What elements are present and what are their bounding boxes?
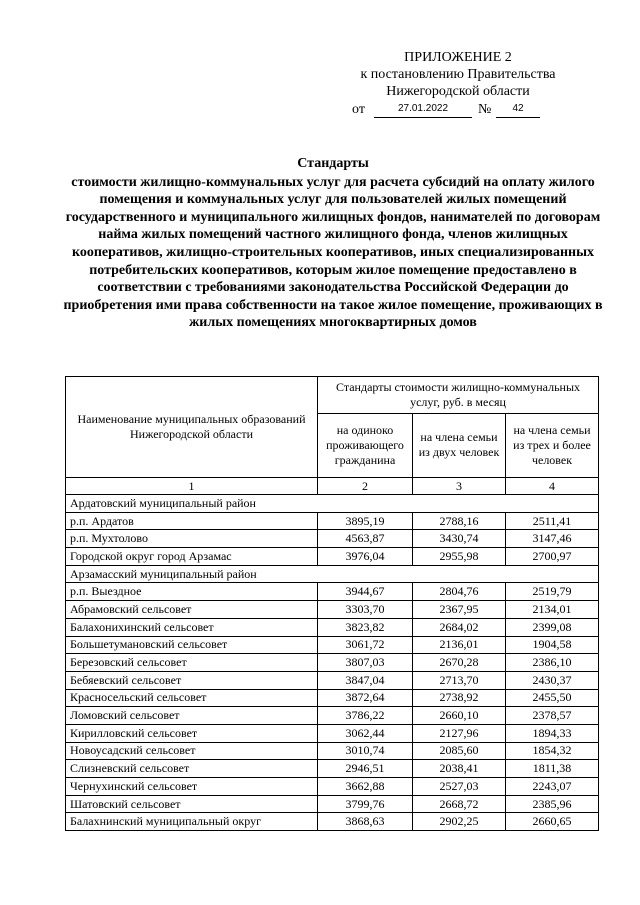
three-plus-family-header: на члена семьи из трех и более человек (506, 413, 599, 477)
two-person-value: 2788,16 (413, 512, 506, 530)
section-row (66, 495, 599, 513)
three-plus-value: 2134,01 (506, 601, 599, 619)
table-row (66, 548, 599, 566)
single-person-value: 3823,82 (318, 618, 413, 636)
municipality-name: Березовский сельсовет (66, 654, 318, 672)
single-person-value: 3799,76 (318, 795, 413, 813)
municipality-name: Слизневский сельсовет (66, 760, 318, 778)
three-plus-value: 2660,65 (506, 813, 599, 831)
decree-number: 42 (496, 103, 540, 118)
three-plus-value: 1904,58 (506, 636, 599, 654)
two-person-value: 2684,02 (413, 618, 506, 636)
two-person-value: 2127,96 (413, 724, 506, 742)
two-person-value: 2670,28 (413, 654, 506, 672)
two-person-value: 2738,92 (413, 689, 506, 707)
municipality-name: Балахонихинский сельсовет (66, 618, 318, 636)
single-person-value: 3062,44 (318, 724, 413, 742)
municipality-name: р.п. Мухтолово (66, 530, 318, 548)
single-person-value: 2946,51 (318, 760, 413, 778)
single-person-value: 3944,67 (318, 583, 413, 601)
municipality-name: Большетумановский сельсовет (66, 636, 318, 654)
table-row (66, 689, 599, 707)
standards-group-header: Стандарты стоимости жилищно-коммунальных услуг, руб. в месяц (318, 377, 599, 414)
single-person-value: 3807,03 (318, 654, 413, 672)
column-index: 4 (506, 478, 599, 495)
column-index-row (66, 478, 599, 495)
two-person-value: 2527,03 (413, 778, 506, 796)
three-plus-value: 2519,79 (506, 583, 599, 601)
document-title (60, 155, 606, 332)
table-row (66, 583, 599, 601)
single-person-value: 3786,22 (318, 707, 413, 725)
municipality-name: Городской округ город Арзамас (66, 548, 318, 566)
three-plus-value: 2700,97 (506, 548, 599, 566)
table-body (66, 495, 599, 831)
two-person-value: 2804,76 (413, 583, 506, 601)
single-person-value: 3847,04 (318, 671, 413, 689)
two-person-value: 2085,60 (413, 742, 506, 760)
three-plus-value: 2386,10 (506, 654, 599, 672)
decree-date: 27.01.2022 (374, 103, 472, 118)
three-plus-value: 1811,38 (506, 760, 599, 778)
two-person-value: 2660,10 (413, 707, 506, 725)
standards-table (65, 376, 599, 831)
table-row (66, 618, 599, 636)
column-index: 2 (318, 478, 413, 495)
table-row (66, 671, 599, 689)
three-plus-value: 1894,33 (506, 724, 599, 742)
two-person-value: 2367,95 (413, 601, 506, 619)
municipality-name: Ломовский сельсовет (66, 707, 318, 725)
section-name: Ардатовский муниципальный район (66, 495, 599, 513)
municipality-name: Бебяевский сельсовет (66, 671, 318, 689)
column-index: 3 (413, 478, 506, 495)
table-row (66, 742, 599, 760)
title-heading: Стандарты (297, 156, 369, 171)
table-row (66, 707, 599, 725)
two-person-value: 2668,72 (413, 795, 506, 813)
table-row (66, 530, 599, 548)
single-person-value: 3872,64 (318, 689, 413, 707)
table-row (66, 636, 599, 654)
three-plus-value: 2455,50 (506, 689, 599, 707)
single-person-value: 3010,74 (318, 742, 413, 760)
three-plus-value: 2378,57 (506, 707, 599, 725)
municipality-name: р.п. Ардатов (66, 512, 318, 530)
municipality-name: Шатовский сельсовет (66, 795, 318, 813)
municipality-name: Новоусадский сельсовет (66, 742, 318, 760)
municipality-name: Балахнинский муниципальный округ (66, 813, 318, 831)
three-plus-value: 2399,08 (506, 618, 599, 636)
table-row (66, 601, 599, 619)
single-person-value: 3303,70 (318, 601, 413, 619)
from-label: от (352, 102, 365, 117)
table-row (66, 778, 599, 796)
section-name: Арзамасский муниципальный район (66, 565, 599, 583)
two-person-value: 3430,74 (413, 530, 506, 548)
single-person-header: на одиноко проживающего гражданина (318, 413, 413, 477)
three-plus-value: 2385,96 (506, 795, 599, 813)
two-person-value: 2902,25 (413, 813, 506, 831)
two-person-family-header: на члена семьи из двух человек (413, 413, 506, 477)
table-row (66, 760, 599, 778)
single-person-value: 3662,88 (318, 778, 413, 796)
appendix-reference: к постановлению Правительства (360, 67, 556, 82)
single-person-value: 3895,19 (318, 512, 413, 530)
single-person-value: 3868,63 (318, 813, 413, 831)
title-text: стоимости жилищно-коммунальных услуг для расчета субсидий на оплату жилого помещения и коммунальных услуг для пользователей жилых помещений государственного и муниципального жилищных фондов, нанимателей по договорам найма жилых помещений частного жилищного фонда, членов жилищных кооперативов, жилищно-строительных кооперативов, иных специализированных потребительских кооперативов, которым жилое помещение предоставлено в соответствии с требованиями законодательства Российской Федерации до приобретения ими права собственности на такое жилое помещение, проживающих в жилых помещениях многоквартирных домов (63, 174, 603, 331)
number-sign: № (478, 102, 492, 117)
appendix-date-number-row (338, 101, 578, 119)
three-plus-value: 1854,32 (506, 742, 599, 760)
municipality-column-header: Наименование муниципальных образований Нижегородской области (66, 377, 318, 478)
appendix-title: ПРИЛОЖЕНИЕ 2 (404, 50, 512, 65)
appendix-authority: Нижегородской области (386, 84, 530, 99)
appendix-block (338, 49, 578, 119)
two-person-value: 2038,41 (413, 760, 506, 778)
table-row (66, 813, 599, 831)
table-row (66, 795, 599, 813)
single-person-value: 4563,87 (318, 530, 413, 548)
three-plus-value: 2430,37 (506, 671, 599, 689)
single-person-value: 3061,72 (318, 636, 413, 654)
section-row (66, 565, 599, 583)
column-index: 1 (66, 478, 318, 495)
municipality-name: Кирилловский сельсовет (66, 724, 318, 742)
two-person-value: 2713,70 (413, 671, 506, 689)
table-row (66, 512, 599, 530)
three-plus-value: 3147,46 (506, 530, 599, 548)
table-header-row (66, 377, 599, 414)
three-plus-value: 2243,07 (506, 778, 599, 796)
municipality-name: Красносельский сельсовет (66, 689, 318, 707)
two-person-value: 2955,98 (413, 548, 506, 566)
table-row (66, 724, 599, 742)
table-row (66, 654, 599, 672)
municipality-name: Чернухинский сельсовет (66, 778, 318, 796)
three-plus-value: 2511,41 (506, 512, 599, 530)
municipality-name: Абрамовский сельсовет (66, 601, 318, 619)
municipality-name: р.п. Выездное (66, 583, 318, 601)
single-person-value: 3976,04 (318, 548, 413, 566)
two-person-value: 2136,01 (413, 636, 506, 654)
